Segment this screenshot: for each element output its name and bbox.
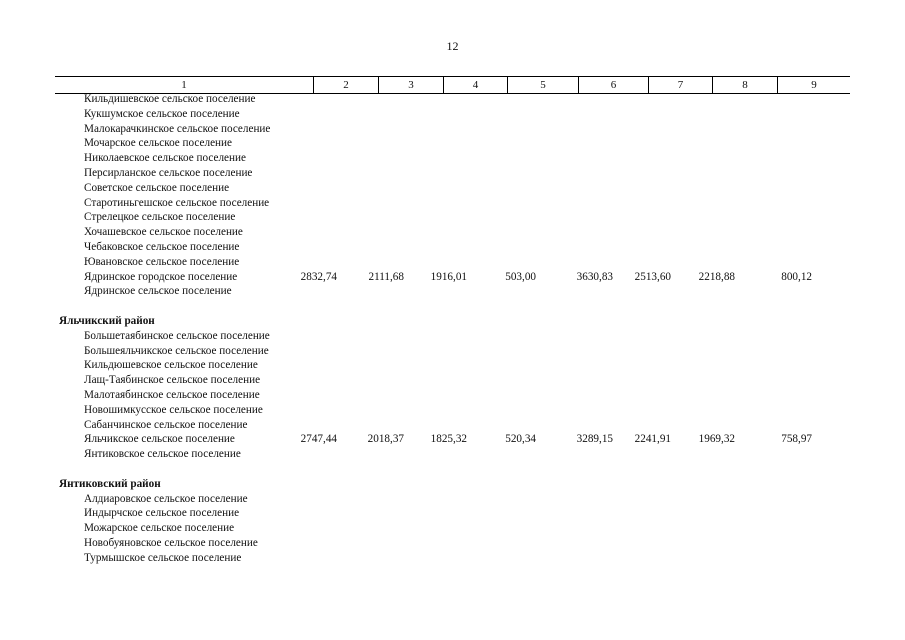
column-header-1: 1 [55, 77, 314, 93]
settlement-name: Яльчикское сельское поселение [84, 433, 235, 446]
table-row [55, 551, 850, 566]
value-col-2: 2747,44 [300, 433, 337, 446]
settlement-name: Мочарское сельское поселение [84, 137, 232, 150]
settlement-name: Стрелецкое сельское поселение [84, 211, 236, 224]
value-col-3: 2111,68 [368, 270, 404, 283]
table-row [55, 136, 850, 151]
table-row [55, 181, 850, 196]
column-header-6: 6 [579, 77, 649, 93]
value-col-4: 1825,32 [430, 433, 467, 446]
settlement-name: Чебаковское сельское поселение [84, 240, 240, 253]
settlement-name: Персирланское сельское поселение [84, 166, 253, 179]
table-row [55, 196, 850, 211]
table-row [55, 329, 850, 344]
table-row [55, 270, 850, 285]
column-header-3: 3 [379, 77, 444, 93]
table-row [55, 284, 850, 299]
value-col-5: 520,34 [505, 433, 536, 446]
settlement-name: Кильдюшевское сельское поселение [84, 359, 258, 372]
value-col-2: 2832,74 [300, 270, 337, 283]
value-col-9: 758,97 [781, 433, 812, 446]
settlement-name: Большетаябинское сельское поселение [84, 329, 270, 342]
value-col-3: 2018,37 [367, 433, 404, 446]
value-col-7: 2513,60 [634, 270, 671, 283]
table-row [55, 344, 850, 359]
district-heading [55, 477, 850, 492]
table-row [55, 373, 850, 388]
column-header-4: 4 [444, 77, 508, 93]
settlement-name: Ювановское сельское поселение [84, 255, 240, 268]
district-heading [55, 314, 850, 329]
table-row [55, 447, 850, 462]
table-row [55, 107, 850, 122]
table-row [55, 240, 850, 255]
table-row [55, 403, 850, 418]
settlement-name: Алдиаровское сельское поселение [84, 492, 248, 505]
settlement-name: Кукшумское сельское поселение [84, 107, 240, 120]
table-body [55, 92, 850, 566]
value-col-9: 800,12 [781, 270, 812, 283]
table-row [55, 255, 850, 270]
column-header-5: 5 [508, 77, 579, 93]
value-col-8: 1969,32 [698, 433, 735, 446]
settlement-name: Хочашевское сельское поселение [84, 226, 243, 239]
settlement-name: Ядринское городское поселение [84, 270, 238, 283]
value-col-6: 3289,15 [576, 433, 613, 446]
district-name: Яльчикский район [59, 314, 155, 327]
settlement-name: Лащ-Таябинское сельское поселение [84, 374, 261, 387]
settlement-name: Большеяльчикское сельское поселение [84, 344, 269, 357]
settlement-name: Янтиковское сельское поселение [84, 448, 241, 461]
table-row [55, 210, 850, 225]
table-row [55, 521, 850, 536]
row-spacer [55, 462, 850, 477]
settlement-name: Малотаябинское сельское поселение [84, 388, 260, 401]
table-row [55, 358, 850, 373]
table-row [55, 151, 850, 166]
settlement-name: Индырчское сельское поселение [84, 507, 240, 520]
column-header-9: 9 [811, 79, 817, 91]
table-row [55, 122, 850, 137]
settlement-name: Новошимкусское сельское поселение [84, 403, 263, 416]
column-header-8: 8 [713, 77, 778, 93]
district-name: Янтиковский район [59, 477, 161, 490]
table-row [55, 92, 850, 107]
row-spacer [55, 299, 850, 314]
table-row [55, 492, 850, 507]
settlement-name: Можарское сельское поселение [84, 522, 235, 535]
column-header-7: 7 [649, 77, 713, 93]
settlement-name: Ядринское сельское поселение [84, 285, 232, 298]
settlement-name: Николаевское сельское поселение [84, 152, 246, 165]
value-col-5: 503,00 [505, 270, 536, 283]
value-col-4: 1916,01 [430, 270, 467, 283]
page-number: 12 [446, 39, 459, 53]
settlement-name: Малокарачкинское сельское поселение [84, 122, 271, 135]
table-row [55, 506, 850, 521]
value-col-8: 2218,88 [698, 270, 735, 283]
table-row [55, 432, 850, 447]
column-header-2: 2 [314, 77, 379, 93]
table-row [55, 536, 850, 551]
table-row [55, 388, 850, 403]
settlement-name: Сабанчинское сельское поселение [84, 418, 248, 431]
settlement-name: Советское сельское поселение [84, 181, 230, 194]
settlement-name: Старотиньгешское сельское поселение [84, 196, 270, 209]
settlement-name: Новобуяновское сельское поселение [84, 536, 258, 549]
table-row [55, 166, 850, 181]
table-row [55, 225, 850, 240]
table-row [55, 418, 850, 433]
value-col-6: 3630,83 [576, 270, 613, 283]
settlement-name: Турмышское сельское поселение [84, 551, 242, 564]
value-col-7: 2241,91 [634, 433, 671, 446]
settlement-name: Кильдишевское сельское поселение [84, 93, 256, 105]
